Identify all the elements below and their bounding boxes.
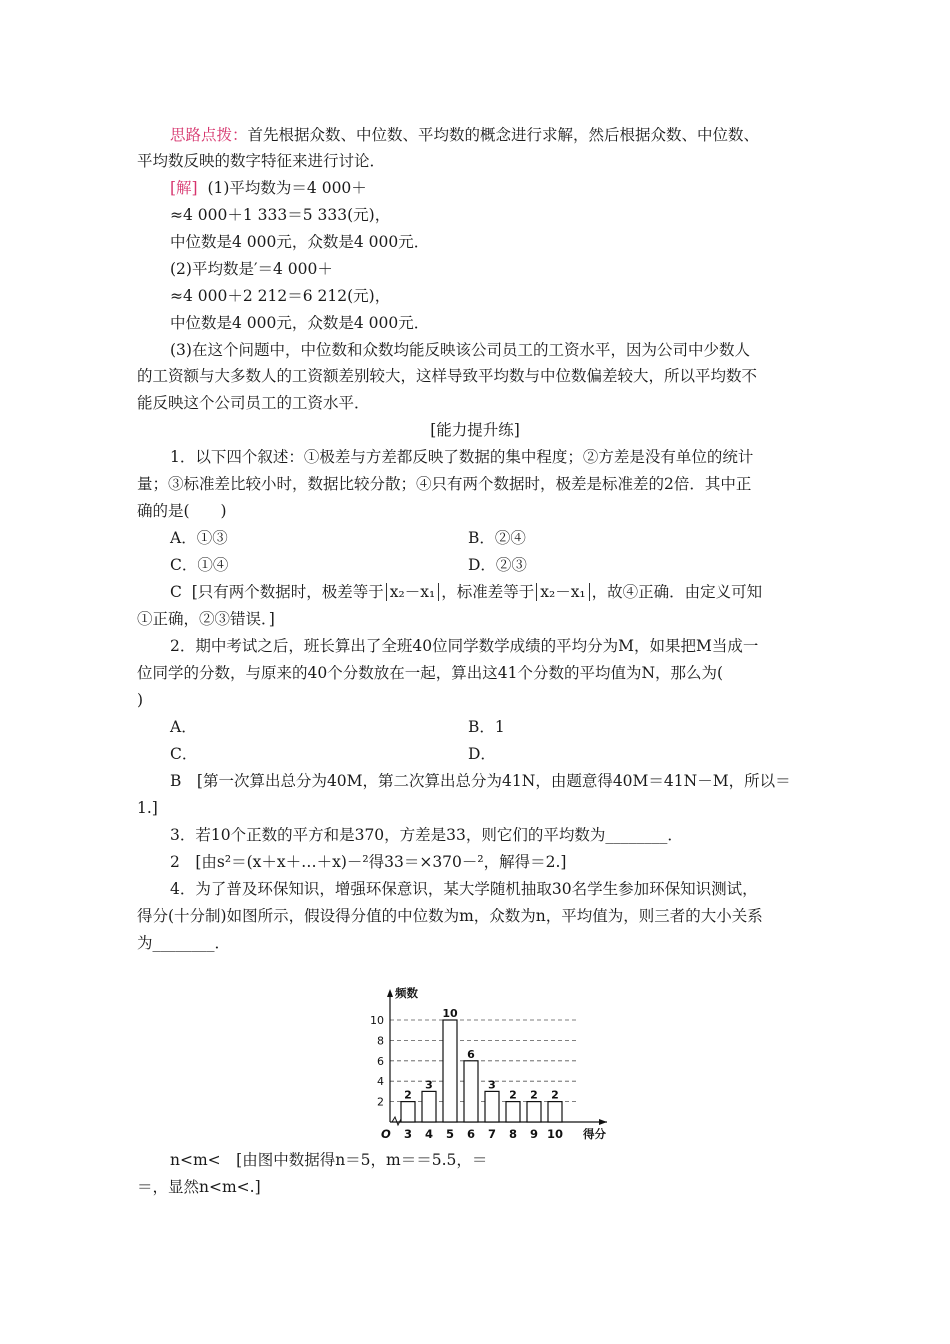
q1-answer-text-1: [只有两个数据时，极差等于 <box>191 583 384 601</box>
x-tick-label-8: 8 <box>508 1127 518 1141</box>
x-tick-label-3: 3 <box>403 1127 413 1141</box>
hint-text-1: 首先根据众数、中位数、平均数的概念进行求解，然后根据众数、中位数、 <box>247 126 760 144</box>
q1-option-b: B．②④ <box>468 529 526 547</box>
section-title: [能力提升练] <box>430 421 520 439</box>
bar-value-label-7: 3 <box>488 1078 496 1092</box>
solution-line-8: 的工资额与大多数人的工资额差别较大，这样导致平均数与中位数偏差较大，所以平均数不 <box>137 367 758 385</box>
origin-label: O <box>381 1127 391 1141</box>
q2-answer-line-1: B [第一次算出总分为40M，第二次算出总分为41N，由题意得40M＝41N－M，所以＝ <box>170 772 791 790</box>
bar-9 <box>527 1102 541 1122</box>
bar-7 <box>485 1091 499 1122</box>
q1-option-a: A．①③ <box>170 529 228 547</box>
q2-option-b: B．1 <box>468 718 505 736</box>
q1-option-c: C．①④ <box>170 556 229 574</box>
solution-line-1 <box>170 176 367 200</box>
bar-value-label-9: 2 <box>530 1088 538 1102</box>
hint-label: 思路点拨： <box>170 126 248 144</box>
q1-line-2: 量；③标准差比较小时，数据比较分散；④只有两个数据时，极差是标准差的2倍．其中正 <box>137 475 752 493</box>
bar-3 <box>401 1102 415 1122</box>
y-tick-label-10: 10 <box>370 1014 384 1027</box>
q2-line-2: 位同学的分数，与原来的40个分数放在一起，算出这41个分数的平均值为N，那么为( <box>137 664 724 682</box>
hint-line-1 <box>170 123 759 147</box>
solution-line-2: ≈4 000＋1 333＝5 333(元)， <box>170 206 391 224</box>
q2-option-d: D． <box>468 745 496 763</box>
histogram-figure <box>352 985 622 1145</box>
x-axis-arrow <box>599 1119 607 1125</box>
q2-line-1: 2．期中考试之后，班长算出了全班40位同学数学成绩的平均分为M，如果把M当成一 <box>170 637 759 655</box>
bar-value-label-10: 2 <box>551 1088 559 1102</box>
bar-4 <box>422 1091 436 1122</box>
y-tick-label-8: 8 <box>377 1034 384 1048</box>
x-tick-label-7: 7 <box>487 1127 497 1141</box>
y-axis-label: 频数 <box>395 986 418 1000</box>
solution-text-1: (1)平均数为＝4 000＋ <box>207 179 367 197</box>
q2-option-a: A． <box>170 718 197 736</box>
y-axis-arrow <box>387 989 393 997</box>
solution-line-9: 能反映这个公司员工的工资水平． <box>137 394 370 412</box>
q1-answer-line-2: ①正确，②③错误．] <box>137 610 275 628</box>
q1-answer: C <box>170 583 182 601</box>
q4-line-1: 4．为了普及环保知识，增强环保意识，某大学随机抽取30名学生参加环保知识测试， <box>170 880 758 898</box>
bar-value-label-8: 2 <box>509 1088 517 1102</box>
bar-value-label-4: 3 <box>425 1078 433 1092</box>
solution-line-3: 中位数是4 000元，众数是4 000元． <box>170 233 430 251</box>
q2-option-c: C． <box>170 745 198 763</box>
solution-label: [解] <box>170 179 198 197</box>
y-tick-label-2: 2 <box>377 1095 384 1109</box>
x-tick-label-5: 5 <box>445 1127 455 1141</box>
q4-answer-line-2: ＝，显然n<m<.] <box>137 1178 261 1196</box>
bar-8 <box>506 1102 520 1122</box>
q2-line-3: ) <box>137 691 144 709</box>
solution-line-6: 中位数是4 000元，众数是4 000元． <box>170 314 430 332</box>
y-tick-label-6: 6 <box>377 1054 384 1068</box>
bar-10 <box>548 1102 562 1122</box>
bar-value-label-6: 6 <box>467 1047 475 1061</box>
q1-abs-1: x₂－x₁ <box>386 583 439 601</box>
x-tick-label-4: 4 <box>424 1127 434 1141</box>
solution-line-4: (2)平均数是′＝4 000＋ <box>170 260 333 278</box>
solution-line-5: ≈4 000＋2 212＝6 212(元)， <box>170 287 391 305</box>
q1-abs-2: x₂－x₁ <box>536 583 589 601</box>
q3-answer-line: 2 [由s²＝(x＋x＋…＋x)－²得33＝×370－²，解得＝2.] <box>170 853 567 871</box>
q4-line-2: 得分(十分制)如图所示，假设得分值的中位数为m，众数为n，平均值为，则三者的大小关系 <box>137 907 763 925</box>
q1-answer-text-3: ，故④正确．由定义可知 <box>591 583 763 601</box>
x-tick-label-6: 6 <box>466 1127 476 1141</box>
x-tick-label-9: 9 <box>529 1127 539 1141</box>
q2-answer-line-2: 1.] <box>137 799 158 817</box>
bar-6 <box>464 1061 478 1122</box>
q1-answer-line-1 <box>170 580 762 604</box>
hint-line-2: 平均数反映的数字特征来进行讨论． <box>137 152 386 170</box>
x-tick-label-10: 10 <box>546 1127 564 1141</box>
histogram-chart <box>352 985 622 1145</box>
bar-value-label-5: 10 <box>442 1007 458 1020</box>
x-axis-label: 得分 <box>583 1127 606 1141</box>
y-tick-label-4: 4 <box>377 1075 384 1089</box>
bar-5 <box>443 1020 457 1122</box>
q1-answer-text-2: ，标准差等于 <box>441 583 535 601</box>
q1-line-3: 确的是( ) <box>137 502 227 520</box>
q1-option-d: D．②③ <box>468 556 527 574</box>
q3-line-1: 3．若10个正数的平方和是370，方差是33，则它们的平均数为________． <box>170 826 683 844</box>
bar-value-label-3: 2 <box>404 1088 412 1102</box>
solution-line-7: (3)在这个问题中，中位数和众数均能反映该公司员工的工资水平，因为公司中少数人 <box>170 341 750 359</box>
q1-line-1: 1．以下四个叙述：①极差与方差都反映了数据的集中程度；②方差是没有单位的统计 <box>170 448 754 466</box>
q4-answer-line-1: n<m< [由图中数据得n＝5，m＝＝5.5，＝ <box>170 1151 488 1169</box>
q4-line-3: 为________． <box>137 934 231 952</box>
